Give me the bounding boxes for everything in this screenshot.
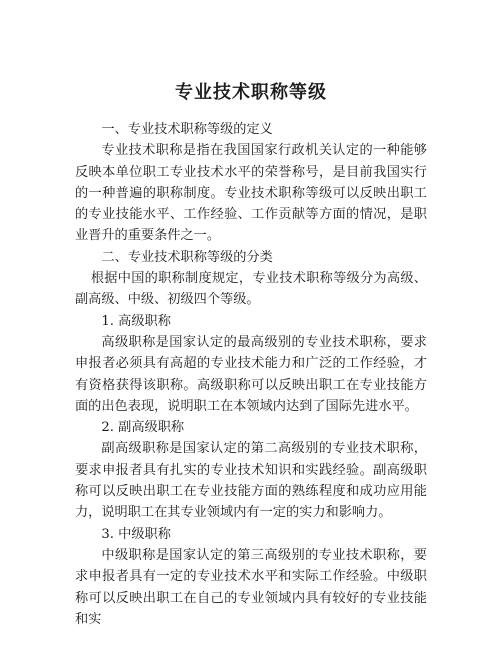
paragraph-senior: 高级职称是国家认定的最高级别的专业技术职称，要求申报者必须具有高超的专业技术能力和广泛的工作经验，才有资格获得该职称。高级职称可以反映出职工在专业技能方面的出色表现，说明职工在本领域内达到了国际先进水平。 (75, 334, 427, 414)
section-heading-classification: 二、专业技术职称等级的分类 (101, 249, 273, 265)
subheading-senior: 1. 高级职称 (101, 313, 171, 329)
document-title: 专业技术职称等级 (175, 82, 327, 103)
paragraph-classification: 根据中国的职称制度规定，专业技术职称等级分为高级、副高级、中级、初级四个等级。 (75, 271, 427, 308)
paragraph-definition: 专业技术职称是指在我国国家行政机关认定的一种能够反映本单位职工专业技术水平的荣誉称号，是目前我国实行的一种普遍的职称制度。专业技术职称等级可以反映出职工的专业技能水平、工作经验、工作贡献等方面的情况，是职业晋升的重要条件之一。 (75, 143, 427, 244)
section-heading-definition: 一、专业技术职称等级的定义 (101, 122, 273, 137)
paragraph-intermediate: 中级职称是国家认定的第三高级别的专业技术职称，要求申报者具有一定的专业技术水平和实际工作经验。中级职称可以反映出职工在自己的专业领域内具有较好的专业技能和实 (75, 547, 427, 627)
paragraph-associate-senior: 副高级职称是国家认定的第二高级别的专业技术职称，要求申报者具有扎实的专业技术知识和实践经验。副高级职称可以反映出职工在专业技能方面的熟练程度和成功应用能力，说明职工在其专业领域内有一定的实力和影响力。 (75, 441, 427, 521)
document-body (75, 119, 427, 630)
subheading-associate-senior: 2. 副高级职称 (101, 420, 185, 436)
subheading-intermediate: 3. 中级职称 (101, 526, 171, 542)
